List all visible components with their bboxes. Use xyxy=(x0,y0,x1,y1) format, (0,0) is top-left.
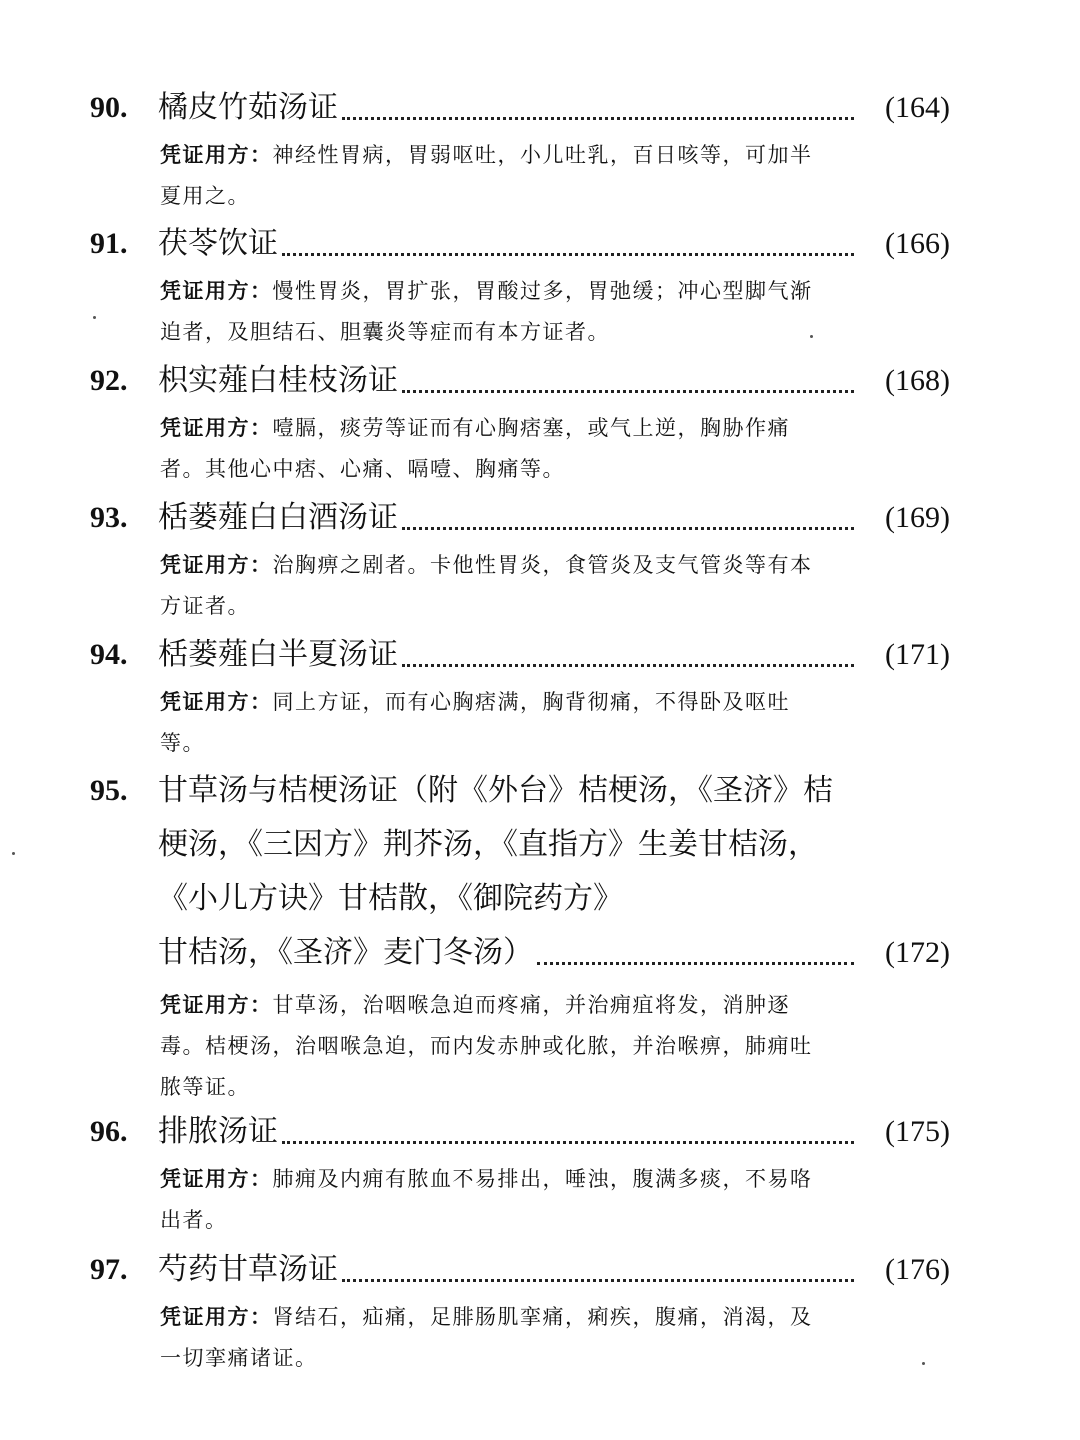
page-reference: (175) xyxy=(885,1115,950,1148)
entry-title: 枳实薤白桂枝汤证 xyxy=(158,363,398,398)
toc-entry-96 xyxy=(90,1110,950,1241)
description-label: 凭证用方： xyxy=(160,552,273,577)
toc-entry-97 xyxy=(90,1248,950,1379)
entry-heading xyxy=(90,496,950,540)
entry-heading xyxy=(90,764,950,926)
description-label: 凭证用方： xyxy=(160,689,273,714)
entry-heading xyxy=(90,633,950,677)
dot-leader xyxy=(537,961,854,965)
scan-speck xyxy=(12,852,15,855)
description-label: 凭证用方： xyxy=(160,1304,273,1329)
description-text: 同上方证，而有心胸痞满，胸背彻痛，不得卧及呕吐等。 xyxy=(160,690,790,755)
scan-speck xyxy=(93,316,96,319)
entry-description xyxy=(160,544,830,627)
page-reference: (172) xyxy=(885,936,950,969)
entry-number: 90. xyxy=(90,91,128,124)
entry-heading-tail xyxy=(158,926,950,980)
toc-entry-92 xyxy=(90,359,950,490)
description-label: 凭证用方： xyxy=(160,415,273,440)
description-text: 神经性胃病，胃弱呕吐，小儿吐乳，百日咳等，可加半夏用之。 xyxy=(160,143,813,208)
entry-heading xyxy=(90,1248,950,1292)
entry-description xyxy=(160,270,830,353)
toc-entry-95 xyxy=(90,764,950,1108)
dot-leader xyxy=(342,1278,854,1282)
toc-entry-90 xyxy=(90,86,950,217)
entry-number: 93. xyxy=(90,501,128,534)
entry-heading xyxy=(90,1110,950,1154)
entry-description xyxy=(160,1296,830,1379)
entry-title: 芍药甘草汤证 xyxy=(158,1252,338,1287)
entry-title: 茯苓饮证 xyxy=(158,226,278,261)
description-text: 噎膈，痰劳等证而有心胸痞塞，或气上逆，胸胁作痛者。其他心中痞、心痛、嗝噎、胸痛等。 xyxy=(160,416,790,481)
dot-leader xyxy=(402,389,854,393)
description-text: 肾结石，疝痛，足腓肠肌挛痛，痢疾，腹痛，消渴，及一切挛痛诸证。 xyxy=(160,1305,813,1370)
description-text: 治胸痹之剧者。卡他性胃炎，食管炎及支气管炎等有本方证者。 xyxy=(160,553,813,618)
entry-number: 94. xyxy=(90,638,128,671)
entry-title: 甘草汤与桔梗汤证（附《外台》桔梗汤，《圣济》桔梗汤，《三因方》荆芥汤，《直指方》生姜甘桔汤，《小儿方诀》甘桔散，《御院药方》 xyxy=(158,773,833,916)
description-text: 甘草汤，治咽喉急迫而疼痛，并治痈疽将发，消肿逐毒。桔梗汤，治咽喉急迫，而内发赤肿或化脓，并治喉痹，肺痈吐脓等证。 xyxy=(160,993,813,1099)
entry-description xyxy=(160,407,830,490)
entry-heading xyxy=(90,359,950,403)
entry-number: 97. xyxy=(90,1253,128,1286)
scan-speck xyxy=(922,1362,925,1365)
entry-description xyxy=(160,134,830,217)
page-reference: (166) xyxy=(885,227,950,260)
toc-entry-94 xyxy=(90,633,950,764)
dot-leader xyxy=(342,116,854,120)
page-reference: (169) xyxy=(885,501,950,534)
dot-leader xyxy=(402,526,854,530)
entry-description xyxy=(160,1158,830,1241)
entry-number: 95. xyxy=(90,774,128,807)
description-label: 凭证用方： xyxy=(160,142,273,167)
description-label: 凭证用方： xyxy=(160,992,273,1017)
entry-description xyxy=(160,681,830,764)
entry-title: 栝蒌薤白半夏汤证 xyxy=(158,637,398,672)
entry-title-tail: 甘桔汤，《圣济》麦门冬汤） xyxy=(158,935,533,970)
entry-number: 91. xyxy=(90,227,128,260)
page-reference: (171) xyxy=(885,638,950,671)
page-reference: (168) xyxy=(885,364,950,397)
entry-title: 栝蒌薤白白酒汤证 xyxy=(158,500,398,535)
description-label: 凭证用方： xyxy=(160,278,273,303)
entry-description xyxy=(160,984,830,1108)
dot-leader xyxy=(402,663,854,667)
scan-speck xyxy=(810,335,813,338)
entry-title: 橘皮竹茹汤证 xyxy=(158,90,338,125)
page-reference: (176) xyxy=(885,1253,950,1286)
entry-number: 96. xyxy=(90,1115,128,1148)
entry-heading xyxy=(90,86,950,130)
entry-number: 92. xyxy=(90,364,128,397)
toc-entry-91 xyxy=(90,222,950,353)
description-text: 肺痈及内痈有脓血不易排出，唾浊，腹满多痰，不易咯出者。 xyxy=(160,1167,813,1232)
description-label: 凭证用方： xyxy=(160,1166,273,1191)
description-text: 慢性胃炎，胃扩张，胃酸过多，胃弛缓；冲心型脚气渐迫者，及胆结石、胆囊炎等症而有本方证者。 xyxy=(160,279,813,344)
page-reference: (164) xyxy=(885,91,950,124)
entry-title: 排脓汤证 xyxy=(158,1114,278,1149)
toc-entry-93 xyxy=(90,496,950,627)
dot-leader xyxy=(282,1140,854,1144)
dot-leader xyxy=(282,252,854,256)
entry-heading xyxy=(90,222,950,266)
